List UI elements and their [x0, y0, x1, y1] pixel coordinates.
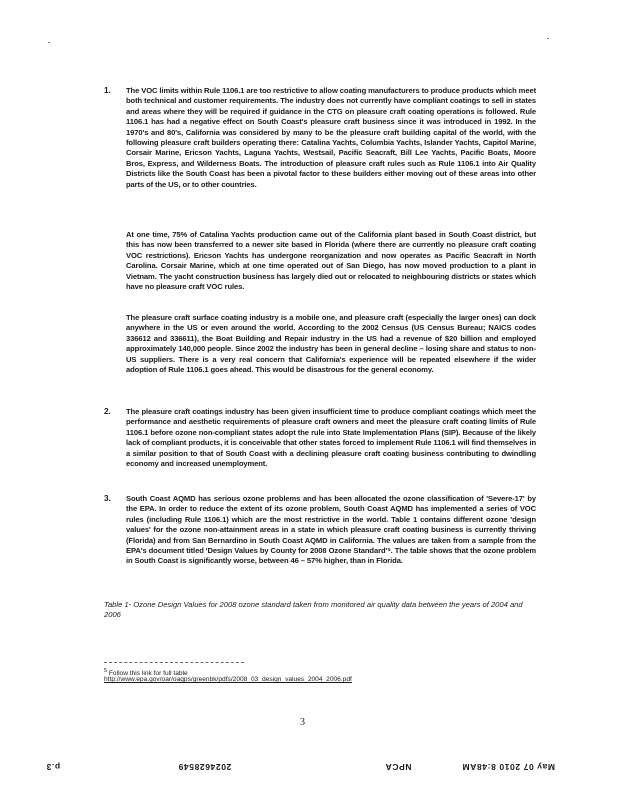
scan-speck	[547, 38, 549, 39]
item-2-paragraph: The pleasure craft coatings industry has been given insufficient time to produce compliant coatings which meet the performance and aesthetic requirements of pleasure craft owners and meet the pleasure craft coating limits of Rule 1106.1 before ozone non-compliant states adopt the rule into State Implementation Plans (SIP). Because of the likely lack of compliant products, it is conceivable that other states forced to implement Rule 1106.1 will find themselves in a similar position to that of South Coast with a declining pleasure craft coating business contributing to dwindling economy and increased unemployment.	[126, 407, 536, 469]
scan-speck	[48, 42, 50, 43]
item-3-number: 3.	[104, 494, 111, 503]
footnote-marker: 5	[104, 668, 108, 674]
fax-phone-number: 2024628549	[178, 762, 232, 772]
footnote-link-line	[104, 676, 352, 684]
item-3-paragraph: South Coast AQMD has serious ozone problems and has been allocated the ozone classification of 'Severe-17' by the EPA. In order to reduce the extent of its ozone problem, South Coast AQMD has implemented a series of VOC rules (including Rule 1106.1) which are the most restrictive in the world. Table 1 contains different ozone 'design values' for the ozone non-attainment areas in a state in which pleasure craft coating business is currently thriving (Florida) and from San Bernardino in South Coast AQMD in California. The values are taken from a sample from the EPA's document titled 'Design Values by County for 2008 Ozone Standard'⁵. The table shows that the ozone problem in South Coast is significantly worse, between 46 – 57% higher, than in Florida.	[126, 494, 536, 566]
table-caption: Table 1- Ozone Design Values for 2008 ozone standard taken from monitored air quality data between the years of 2004 and 2006	[104, 600, 523, 620]
page-number: 3	[300, 717, 305, 728]
fax-sender: NPCA	[385, 762, 412, 772]
item-1-paragraph-3: The pleasure craft surface coating industry is a mobile one, and pleasure craft (especially the larger ones) can dock anywhere in the US or even around the world. According to the 2002 Census (US Census Bureau; NAICS codes 336612 and 336611), the Boat Building and Repair industry in the US had a revenue of $20 billion and employed approximately 140,000 people. Since 2002 the industry has been in general decline – losing share and status to non-US suppliers. There is a very real concern that California's experience will be repeated elsewhere if the wider adoption of Rule 1106.1 goes ahead. This would be disastrous for the general economy.	[126, 313, 536, 375]
footnote-description: Follow this link for full table	[108, 670, 188, 678]
item-1-paragraph-2: At one time, 75% of Catalina Yachts production came out of the California plant based in South Coast district, but this has now been transferred to a newer site based in Florida (where there are currently no pleasure craft coating VOC restrictions). Ericson Yachts has undergone reorganization and now operates as Pacific Seacraft in North Carolina. Corsair Marine, which at one time operated out of San Diego, has now moved production to a plant in Vietnam. The yacht construction business has largely died out or relocated to neighbouring districts or states which have no pleasure craft VOC rules.	[126, 230, 536, 292]
footnote-divider	[104, 662, 244, 663]
fax-page-ref: p.3	[46, 762, 61, 772]
item-2-number: 2.	[104, 407, 111, 416]
fax-timestamp: May 07 2010 8:48AM	[462, 762, 556, 772]
footnote-link[interactable]: http://www.epa.gov/oar/oaqps/greenbk/pdfs/2008_03_design_values_2004_2006.pdf	[104, 676, 352, 683]
item-1-number: 1.	[104, 86, 111, 95]
item-1-paragraph-1: The VOC limits within Rule 1106.1 are too restrictive to allow coating manufacturers to produce products which meet both technical and customer requirements. The industry does not currently have compliant coatings to sell in states and areas where they will be required if guidance in the CTG on pleasure craft coating operations is followed. Rule 1106.1 has had a negative effect on South Coast's pleasure craft business since it was introduced in 1992. In the 1970's and 80's, California was considered by many to be the pleasure craft building capital of the world, with the following pleasure craft builders operating there: Catalina Yachts, Columbia Yachts, Islander Yachts, Capitol Marine, Corsair Marine, Ericson Yachts, Laguna Yachts, Westsail, Pacific Seacraft, Bill Lee Yachts, Pacific Boats, Moore Bros, Express, and Wilderness Boats. The introduction of pleasure craft rules such as Rule 1106.1 into Air Quality Districts like the South Coast has been a pivotal factor to these builders either moving out of these areas into other parts of the US, or to other countries.	[126, 86, 536, 189]
